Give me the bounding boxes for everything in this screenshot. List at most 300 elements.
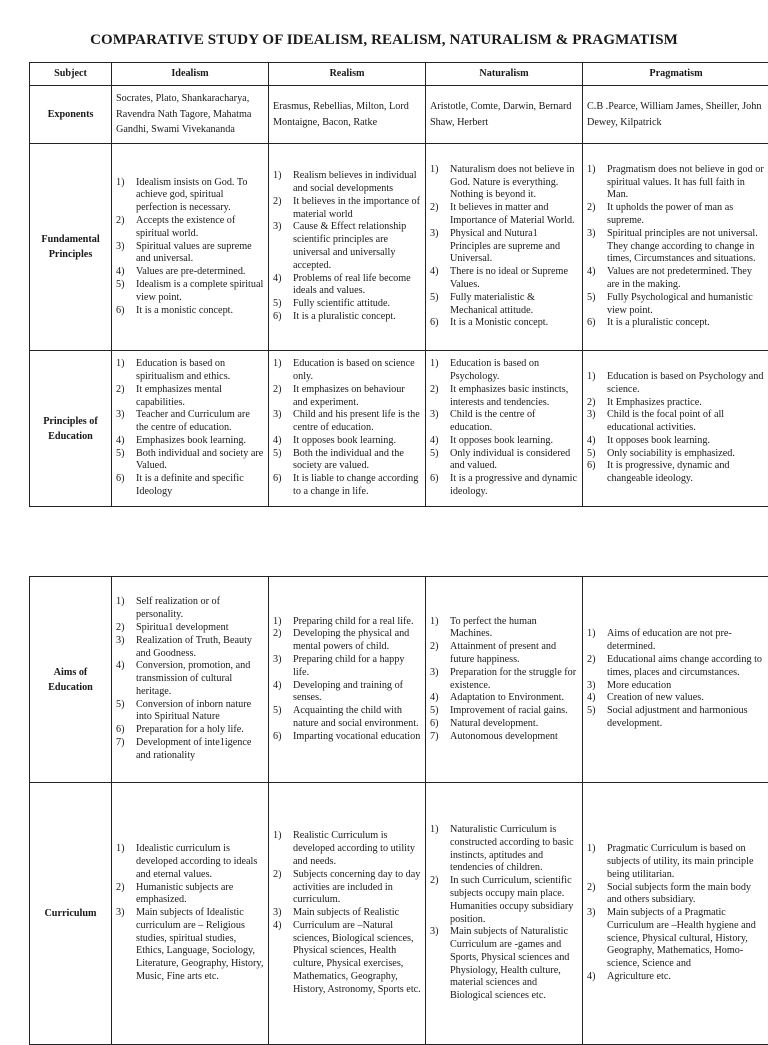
list-item [291, 830, 421, 868]
list-item [134, 882, 264, 908]
list-item-number: 4) [273, 435, 282, 448]
list-item-text: It emphasizes basic instincts, interests and tendencies. [450, 384, 568, 408]
header-subject: Subject [30, 63, 112, 86]
list-item-text: It opposes book learning. [607, 435, 710, 446]
list-item-number: 5) [430, 705, 439, 718]
list-item [605, 448, 765, 461]
list-item-text: Idealism insists on God. To achieve god, spiritual perfection is necessary. [136, 177, 247, 214]
list-item [448, 692, 578, 705]
list-item-number: 2) [116, 384, 125, 397]
list-item-text: It opposes book learning. [293, 435, 396, 446]
header-naturalism: Naturalism [426, 63, 583, 86]
list-item-number: 4) [116, 266, 125, 279]
list-item [134, 266, 264, 279]
list-item-text: Aims of education are not pre-determined. [607, 628, 732, 652]
cell-list [269, 783, 426, 1045]
list-item-number: 5) [587, 705, 596, 718]
list-item [605, 409, 765, 435]
list-item-text: Preparing child for a happy life. [293, 654, 404, 678]
list-item-number: 2) [273, 628, 282, 641]
cell-list [583, 577, 768, 783]
list-item-number: 1) [430, 358, 439, 371]
list-item [134, 279, 264, 305]
list-item-number: 6) [273, 473, 282, 486]
list-item-text: Spiritual principles are not universal. They change according to change in times, Circumstances and situations. [607, 228, 758, 265]
list-item-number: 3) [430, 228, 439, 241]
list-item-text: Only sociability is emphasized. [607, 448, 735, 459]
list-item-number: 6) [430, 718, 439, 731]
list-item-text: Social subjects form the main body and others subsidiary. [607, 882, 751, 906]
list-item [448, 164, 578, 202]
list-item-number: 3) [587, 228, 596, 241]
list-item [134, 448, 264, 474]
list-item-number: 1) [273, 170, 282, 183]
list-item [291, 448, 421, 474]
list-item [448, 824, 578, 875]
list-item-number: 4) [587, 971, 596, 984]
exponents-pragmatism: C.B .Pearce, William James, Sheiller, John Dewey, Kilpatrick [583, 86, 768, 144]
list-item [605, 628, 765, 654]
list-item-number: 2) [430, 202, 439, 215]
list-item [291, 473, 421, 499]
list-item-text: Fully scientific attitude. [293, 298, 390, 309]
list-item [134, 384, 264, 410]
list-item-number: 2) [587, 202, 596, 215]
list-item-number: 5) [116, 279, 125, 292]
row-curriculum [30, 783, 768, 1045]
list-item-text: Naturalism does not believe in God. Nature is everything. Nothing is beyond it. [450, 164, 574, 201]
list-item-number: 3) [430, 409, 439, 422]
list-item [134, 660, 264, 698]
header-idealism: Idealism [112, 63, 269, 86]
list-item-number: 3) [273, 907, 282, 920]
list-item-text: Child is the centre of education. [450, 409, 535, 433]
cell-list [426, 577, 583, 783]
list-item-number: 1) [273, 830, 282, 843]
list-item-text: Imparting vocational education [293, 731, 420, 742]
list-item-text: Development of inte1igence and rationality [136, 737, 251, 761]
comparison-table-part-2 [29, 576, 768, 1045]
list-item [448, 266, 578, 292]
numbered-list [273, 358, 421, 499]
list-item [605, 317, 765, 330]
list-item [291, 196, 421, 222]
list-item-number: 1) [273, 616, 282, 629]
list-item-text: Main subjects of Realistic [293, 907, 399, 918]
list-item-text: Education is based on Psychology. [450, 358, 539, 382]
list-item [605, 202, 765, 228]
list-item [291, 311, 421, 324]
list-item-number: 4) [273, 680, 282, 693]
list-item-number: 4) [273, 920, 282, 933]
list-item-text: To perfect the human Machines. [450, 616, 537, 640]
list-item-number: 2) [587, 397, 596, 410]
list-item [291, 221, 421, 272]
list-item-text: Main subjects of Naturalistic Curriculum are -games and Sports, Physical sciences and Physiology, Health culture, material sciences and Biological sciences etc. [450, 926, 569, 1001]
list-item [134, 622, 264, 635]
list-item-text: Accepts the existence of spiritual world. [136, 215, 235, 239]
list-item-text: Only individual is considered and valued. [450, 448, 570, 472]
row-exponents [30, 86, 768, 144]
numbered-list [116, 358, 264, 499]
page-title: COMPARATIVE STUDY OF IDEALISM, REALISM, NATURALISM & PRAGMATISM [0, 32, 768, 49]
list-item-text: It is a definite and specific Ideology [136, 473, 244, 497]
cell-list [583, 783, 768, 1045]
list-item [448, 667, 578, 693]
list-item [605, 705, 765, 731]
list-item [605, 164, 765, 202]
list-item-text: Idealism is a complete spiritual view point. [136, 279, 263, 303]
list-item [134, 215, 264, 241]
row-label: Fundamental Principles [30, 144, 112, 351]
list-item [291, 616, 421, 629]
numbered-list [273, 616, 421, 744]
list-item-number: 6) [430, 473, 439, 486]
list-item-text: Conversion of inborn nature into Spiritual Nature [136, 699, 251, 723]
list-item [448, 202, 578, 228]
list-item-text: Emphasizes book learning. [136, 435, 246, 446]
list-item-text: Main subjects of Idealistic curriculum are – Religious studies, spiritual studies, Ethics, Language, Sociology, Literature, Geography, History, Music, Fine arts etc. [136, 907, 263, 982]
list-item-number: 2) [430, 875, 439, 888]
cell-list [269, 577, 426, 783]
list-item-text: It is a Monistic concept. [450, 317, 548, 328]
list-item-number: 1) [430, 616, 439, 629]
list-item [134, 305, 264, 318]
list-item-number: 6) [587, 460, 596, 473]
list-item-text: Pragmatism does not believe in god or spiritual values. It has full faith in Man. [607, 164, 764, 201]
list-item-text: Fully Psychological and humanistic view point. [607, 292, 753, 316]
list-item [448, 616, 578, 642]
list-item-text: Curriculum are –Natural sciences, Biological sciences, Physical sciences, Health culture, Physical exercises, Mathematics, Geography, History, Astronomy, Sports etc. [293, 920, 421, 995]
list-item-text: Teacher and Curriculum are the centre of education. [136, 409, 250, 433]
list-item-number: 6) [430, 317, 439, 330]
cell-list [426, 144, 583, 351]
cell-list [426, 783, 583, 1045]
header-pragmatism: Pragmatism [583, 63, 768, 86]
list-item-text: It is progressive, dynamic and changeable ideology. [607, 460, 730, 484]
cell-list [269, 144, 426, 351]
list-item-number: 5) [273, 448, 282, 461]
list-item-text: Problems of real life become ideals and values. [293, 273, 411, 297]
list-item [605, 266, 765, 292]
list-item-number: 2) [273, 384, 282, 397]
list-item [448, 641, 578, 667]
list-item-number: 7) [116, 737, 125, 750]
list-item [448, 384, 578, 410]
list-item [291, 628, 421, 654]
numbered-list [430, 358, 578, 499]
list-item [448, 292, 578, 318]
list-item [605, 435, 765, 448]
list-item [134, 409, 264, 435]
list-item [605, 907, 765, 971]
numbered-list [273, 170, 421, 324]
list-item-number: 2) [430, 641, 439, 654]
header-row [30, 63, 768, 86]
list-item-text: Autonomous development [450, 731, 558, 742]
list-item [291, 680, 421, 706]
list-item-number: 2) [273, 869, 282, 882]
list-item-number: 2) [273, 196, 282, 209]
list-item [291, 869, 421, 907]
row-principles-of-education [30, 351, 768, 507]
list-item-text: Humanistic subjects are emphasized. [136, 882, 233, 906]
exponents-idealism: Socrates, Plato, Shankaracharya, Ravendra Nath Tagore, Mahatma Gandhi, Swami Vivekananda [112, 86, 269, 144]
list-item-number: 6) [116, 305, 125, 318]
list-item-text: In such Curriculum, scientific subjects occupy main place. Humanities occupy subsidiary position. [450, 875, 573, 924]
list-item-text: It emphasizes on behaviour and experiment. [293, 384, 405, 408]
list-item [605, 460, 765, 486]
list-item [605, 397, 765, 410]
list-item-number: 5) [273, 705, 282, 718]
list-item [448, 435, 578, 448]
list-item-text: Both individual and society are Valued. [136, 448, 263, 472]
header-realism: Realism [269, 63, 426, 86]
list-item-text: It believes in matter and Importance of Material World. [450, 202, 575, 226]
list-item-text: Natural development. [450, 718, 538, 729]
list-item-number: 2) [430, 384, 439, 397]
list-item [134, 596, 264, 622]
list-item [448, 705, 578, 718]
row-label: Principles of Education [30, 351, 112, 507]
list-item-number: 3) [116, 241, 125, 254]
list-item-text: Naturalistic Curriculum is constructed according to basic instincts, aptitudes and tendencies of children. [450, 824, 574, 873]
list-item [134, 473, 264, 499]
row-fundamental-principles [30, 144, 768, 351]
list-item [291, 920, 421, 997]
list-item-number: 1) [587, 628, 596, 641]
list-item-text: Self realization or of personality. [136, 596, 220, 620]
list-item [448, 448, 578, 474]
list-item-number: 6) [116, 473, 125, 486]
list-item-text: Improvement of racial gains. [450, 705, 568, 716]
list-item [605, 882, 765, 908]
list-item-text: Creation of new values. [607, 692, 704, 703]
list-item-text: Main subjects of a Pragmatic Curriculum are –Health hygiene and science, Physical cultural, History, Geography, Mathematics, Homo-science, Science and [607, 907, 756, 969]
list-item-text: Preparation for a holy life. [136, 724, 244, 735]
list-item [134, 699, 264, 725]
list-item-text: Preparing child for a real life. [293, 616, 414, 627]
list-item-number: 2) [587, 882, 596, 895]
list-item [605, 692, 765, 705]
list-item [291, 907, 421, 920]
list-item-number: 6) [587, 317, 596, 330]
list-item-text: Values are not predetermined. They are in the making. [607, 266, 752, 290]
list-item [134, 241, 264, 267]
list-item-number: 5) [116, 699, 125, 712]
comparison-table-part-1 [29, 62, 768, 507]
list-item [291, 298, 421, 311]
list-item-number: 4) [430, 266, 439, 279]
list-item-number: 4) [587, 435, 596, 448]
list-item [605, 292, 765, 318]
list-item-text: Child and his present life is the centre of education. [293, 409, 420, 433]
list-item-number: 3) [273, 654, 282, 667]
list-item-text: Realistic Curriculum is developed according to utility and needs. [293, 830, 415, 867]
list-item-number: 4) [116, 435, 125, 448]
list-item [134, 358, 264, 384]
list-item-number: 3) [587, 409, 596, 422]
list-item-number: 6) [273, 311, 282, 324]
row-aims-of-education [30, 577, 768, 783]
list-item-number: 4) [430, 692, 439, 705]
list-item-text: Fully materialistic & Mechanical attitude. [450, 292, 535, 316]
list-item-text: Spiritual values are supreme and universal. [136, 241, 252, 265]
list-item-text: Spiritua1 development [136, 622, 229, 633]
list-item [448, 875, 578, 926]
list-item [291, 384, 421, 410]
list-item-number: 6) [273, 731, 282, 744]
list-item [134, 177, 264, 215]
list-item-text: It upholds the power of man as supreme. [607, 202, 733, 226]
list-item-number: 3) [273, 221, 282, 234]
list-item-number: 3) [430, 667, 439, 680]
list-item [134, 435, 264, 448]
list-item-number: 2) [116, 882, 125, 895]
numbered-list [587, 164, 765, 330]
list-item-number: 3) [430, 926, 439, 939]
list-item-text: Education is based on Psychology and science. [607, 371, 763, 395]
list-item-number: 1) [116, 177, 125, 190]
list-item [291, 705, 421, 731]
list-item-number: 3) [587, 680, 596, 693]
list-item-number: 4) [273, 273, 282, 286]
list-item [448, 228, 578, 266]
list-item [448, 409, 578, 435]
list-item-number: 6) [116, 724, 125, 737]
list-item [134, 907, 264, 984]
list-item [448, 358, 578, 384]
list-item-number: 1) [116, 358, 125, 371]
cell-list [426, 351, 583, 507]
list-item-text: Both the individual and the society are valued. [293, 448, 404, 472]
numbered-list [430, 824, 578, 1003]
cell-list [269, 351, 426, 507]
row-label: Exponents [30, 86, 112, 144]
list-item [134, 843, 264, 881]
list-item-text: Developing and training of senses. [293, 680, 403, 704]
list-item-number: 1) [430, 824, 439, 837]
numbered-list [116, 177, 264, 318]
numbered-list [116, 843, 264, 984]
list-item-text: It is liable to change according to a change in life. [293, 473, 418, 497]
list-item-text: It emphasizes mental capabilities. [136, 384, 222, 408]
list-item-text: Realization of Truth, Beauty and Goodness. [136, 635, 252, 659]
list-item [134, 724, 264, 737]
list-item-text: Adaptation to Environment. [450, 692, 564, 703]
list-item [448, 926, 578, 1003]
list-item-number: 1) [587, 843, 596, 856]
cell-list [583, 144, 768, 351]
list-item-number: 3) [116, 409, 125, 422]
list-item [291, 409, 421, 435]
list-item-text: Subjects concerning day to day activities are included in curriculum. [293, 869, 420, 906]
numbered-list [587, 843, 765, 984]
list-item-number: 4) [587, 692, 596, 705]
list-item-number: 5) [273, 298, 282, 311]
list-item [605, 228, 765, 266]
list-item-text: It is a monistic concept. [136, 305, 233, 316]
numbered-list [116, 596, 264, 762]
list-item [448, 473, 578, 499]
list-item-number: 5) [430, 292, 439, 305]
list-item-text: It is a pluralistic concept. [607, 317, 710, 328]
list-item-text: Attainment of present and future happiness. [450, 641, 556, 665]
list-item-text: Pragmatic Curriculum is based on subjects of utility, its main principle being utilitarian. [607, 843, 753, 880]
list-item-text: Idealistic curriculum is developed according to ideals and eternal values. [136, 843, 257, 880]
list-item-number: 3) [273, 409, 282, 422]
list-item-text: Education is based on spiritualism and ethics. [136, 358, 230, 382]
list-item-number: 5) [587, 292, 596, 305]
numbered-list [430, 164, 578, 330]
list-item-text: It is a pluralistic concept. [293, 311, 396, 322]
list-item-text: Acquainting the child with nature and social environment. [293, 705, 419, 729]
exponents-naturalism: Aristotle, Comte, Darwin, Bernard Shaw, Herbert [426, 86, 583, 144]
numbered-list [273, 830, 421, 996]
list-item-text: Developing the physical and mental powers of child. [293, 628, 409, 652]
list-item [448, 317, 578, 330]
list-item-text: Educational aims change according to times, places and circumstances. [607, 654, 762, 678]
list-item-number: 2) [116, 215, 125, 228]
list-item-number: 5) [116, 448, 125, 461]
list-item-text: Agriculture etc. [607, 971, 671, 982]
list-item [605, 971, 765, 984]
cell-list [112, 351, 269, 507]
list-item-number: 2) [587, 654, 596, 667]
list-item-text: Education is based on science only. [293, 358, 415, 382]
list-item-number: 1) [587, 164, 596, 177]
list-item-text: Physical and Nutura1 Principles are supreme and Universal. [450, 228, 560, 265]
list-item-text: It opposes book learning. [450, 435, 553, 446]
numbered-list [430, 616, 578, 744]
row-label: Curriculum [30, 783, 112, 1045]
list-item [291, 170, 421, 196]
list-item-number: 3) [587, 907, 596, 920]
list-item-text: There is no ideal or Supreme Values. [450, 266, 568, 290]
list-item-number: 7) [430, 731, 439, 744]
list-item-text: Preparation for the struggle for existence. [450, 667, 576, 691]
numbered-list [587, 628, 765, 730]
cell-list [112, 577, 269, 783]
list-item-number: 3) [116, 907, 125, 920]
list-item [605, 680, 765, 693]
list-item [291, 654, 421, 680]
list-item-text: Social adjustment and harmonious development. [607, 705, 748, 729]
list-item-text: It is a progressive and dynamic ideology. [450, 473, 577, 497]
cell-list [112, 783, 269, 1045]
list-item [134, 737, 264, 763]
list-item [448, 731, 578, 744]
list-item-number: 5) [587, 448, 596, 461]
numbered-list [587, 371, 765, 486]
row-label: Aims of Education [30, 577, 112, 783]
list-item-number: 2) [116, 622, 125, 635]
list-item-text: It Emphasizes practice. [607, 397, 702, 408]
list-item [291, 358, 421, 384]
list-item-number: 5) [430, 448, 439, 461]
list-item-number: 4) [116, 660, 125, 673]
list-item [605, 843, 765, 881]
list-item [605, 371, 765, 397]
list-item [448, 718, 578, 731]
exponents-realism: Erasmus, Rebellias, Milton, Lord Montaigne, Bacon, Ratke [269, 86, 426, 144]
list-item-number: 4) [587, 266, 596, 279]
list-item-text: Values are pre-determined. [136, 266, 245, 277]
list-item [291, 435, 421, 448]
cell-list [112, 144, 269, 351]
list-item-text: More education [607, 680, 671, 691]
list-item-number: 1) [587, 371, 596, 384]
